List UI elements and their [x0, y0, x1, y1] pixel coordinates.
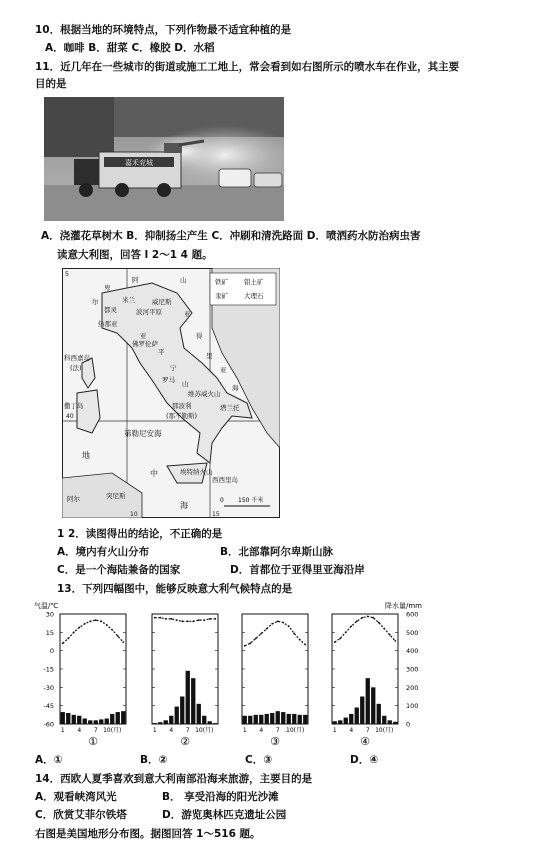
temperature-point: [209, 618, 211, 620]
q12-option-a: A．境内有火山分布: [57, 546, 150, 558]
temp-tick-label: 0: [49, 647, 54, 656]
precip-bar: [360, 697, 364, 725]
temperature-point: [159, 617, 161, 619]
precip-bar: [382, 716, 386, 724]
temperature-point: [260, 633, 262, 635]
temperature-point: [361, 617, 363, 619]
map-label-adriatic5: 海: [232, 384, 239, 392]
temperature-line: [63, 620, 124, 643]
month-tick-label: 4: [259, 727, 264, 734]
precip-bar: [349, 714, 353, 724]
legend-iron: 铁矿: [215, 278, 228, 286]
precip-bar: [338, 720, 342, 724]
temperature-point: [62, 642, 64, 644]
precip-bar: [344, 718, 348, 724]
month-tick-label: 1: [152, 727, 157, 734]
map-label-apennine1: 亚: [140, 332, 147, 340]
map-label-mediterranean2: 中: [150, 469, 158, 478]
temperature-line: [155, 618, 216, 622]
truck-text: 嘉禾兖城: [125, 159, 153, 167]
temperature-point: [304, 644, 306, 646]
temperature-point: [293, 633, 295, 635]
temperature-point: [67, 638, 69, 640]
temperature-point: [106, 624, 108, 626]
temperature-point: [277, 620, 279, 622]
precip-bar: [191, 678, 195, 724]
precip-bar: [371, 687, 375, 724]
precip-tick-label: 300: [406, 665, 419, 674]
map-label-florence: 佛罗伦萨: [132, 340, 158, 348]
q14-option-a: A．观看峡湾风光: [35, 791, 117, 803]
precip-bar: [303, 715, 307, 724]
map-label-vesuvius: 维苏威火山: [188, 390, 221, 398]
precip-bar: [72, 715, 76, 724]
temperature-point: [170, 618, 172, 620]
precip-bar: [208, 721, 212, 724]
map-label-adriatic2: 得: [196, 332, 203, 340]
temperature-point: [345, 631, 347, 633]
precip-bar: [333, 721, 337, 724]
temperature-point: [111, 629, 113, 631]
temperature-point: [122, 641, 124, 643]
climate-charts: [34, 600, 424, 750]
temperature-point: [100, 620, 102, 622]
precip-bar: [61, 712, 65, 724]
temperature-point: [244, 645, 246, 647]
q12-option-c: C．是一个海陆兼备的国家: [57, 564, 181, 576]
q13-option-c: C．③: [245, 754, 273, 766]
temperature-point: [89, 620, 91, 622]
q13-option-a: A．①: [35, 754, 63, 766]
precip-bar: [180, 697, 184, 725]
precip-bar: [287, 714, 291, 724]
month-tick-label: 7: [185, 727, 190, 734]
temperature-point: [176, 619, 178, 621]
legend-bauxite: 铝土矿: [244, 278, 264, 286]
month-tick-label: .10(月): [284, 727, 305, 734]
precip-bar: [197, 704, 201, 724]
temperature-point: [367, 616, 369, 618]
temperature-point: [249, 642, 251, 644]
q13-stem: 13．下列四幅图中，能够反映意大利气候特点的是: [57, 583, 293, 595]
q14-option-c: C．欣赏艾菲尔铁塔: [35, 809, 127, 821]
precip-bar: [259, 715, 263, 724]
map-label-tyrrhenian: 第勒尼安海: [124, 429, 162, 438]
month-tick-label: 4: [169, 727, 174, 734]
precip-bar: [248, 716, 252, 724]
map-intro: 读意大利图，回答 l 2～1 4 题。: [57, 249, 213, 261]
temp-tick-label: -15: [43, 665, 54, 674]
temperature-point: [350, 625, 352, 627]
precip-bar: [175, 707, 179, 724]
climate-panel-frame: [60, 614, 126, 724]
map-label-apennine2: 平: [158, 348, 165, 356]
precip-bar: [270, 713, 274, 724]
temperature-point: [95, 619, 97, 621]
outro-text: 右图是美国地形分布图。据图回答 1～516 题。: [35, 828, 261, 840]
map-label-milan: 米兰: [122, 296, 135, 304]
precip-bar: [116, 712, 120, 724]
panel-label: ④: [360, 735, 370, 748]
precip-bar: [393, 722, 397, 724]
temperature-point: [288, 625, 290, 627]
temperature-point: [154, 617, 156, 619]
temperature-point: [282, 622, 284, 624]
precip-bar: [164, 720, 168, 724]
temperature-point: [299, 639, 301, 641]
precip-bar: [158, 722, 162, 724]
temperature-point: [181, 620, 183, 622]
precip-bar: [265, 714, 269, 724]
map-label-sicily: 西西里岛: [212, 476, 238, 484]
temperature-point: [192, 620, 194, 622]
map-label-venice: 威尼斯: [152, 298, 172, 306]
precip-tick-label: 600: [406, 610, 419, 619]
temp-tick-label: -30: [43, 683, 54, 692]
map-label-turin: 都灵: [104, 306, 117, 314]
legend-marble: 大理石: [244, 292, 264, 300]
map-scale-zero: 0: [220, 497, 224, 504]
precip-bar: [292, 714, 296, 724]
precip-bar: [121, 711, 125, 724]
precip-tick-label: 200: [406, 683, 419, 692]
map-label-po-river: 波河平原: [136, 308, 162, 316]
precip-tick-label: 500: [406, 628, 419, 637]
map-label-mediterranean1: 地: [82, 451, 90, 460]
q12-option-d: D．首都位于亚得里亚海沿岸: [230, 564, 365, 576]
temperature-point: [165, 618, 167, 620]
month-tick-label: 7: [365, 727, 370, 734]
precip-bar: [243, 716, 247, 724]
map-label-alps3: 卑: [104, 284, 111, 292]
precip-bar: [169, 716, 173, 724]
q14-option-d: D．游览奥林匹克遗址公园: [162, 809, 287, 821]
q10-options: A．咖啡 B．甜菜 C．橡胶 D．水稻: [45, 42, 215, 54]
temperature-point: [117, 635, 119, 637]
q10-stem: 10．根据当地的环境特点，下列作物最不适宜种植的是: [35, 24, 292, 36]
panel-label: ①: [88, 735, 98, 748]
precip-bar: [105, 719, 109, 725]
temperature-point: [378, 622, 380, 624]
temperature-point: [84, 623, 86, 625]
map-label-apennine4: 山: [182, 380, 189, 388]
precip-axis-label: 降水量/mm: [385, 602, 422, 610]
precip-bar: [83, 719, 87, 725]
precip-bar: [202, 716, 206, 724]
precip-bar: [366, 678, 370, 724]
legend-mercury: 汞矿: [215, 292, 228, 300]
map-label-taranto: 塔兰托: [220, 404, 240, 412]
climate-panel-frame: [332, 614, 398, 724]
temperature-point: [214, 618, 216, 620]
map-label-adriatic4: 亚: [220, 366, 227, 374]
month-tick-label: 1: [242, 727, 247, 734]
precip-bar: [298, 715, 302, 724]
precip-bar: [377, 704, 381, 724]
map-scale-150: 150 千米: [238, 497, 264, 504]
map-label-alps2: 山: [180, 276, 187, 284]
map-label-adriatic1: 亚: [184, 310, 191, 318]
precip-bar: [153, 723, 157, 724]
temperature-point: [78, 627, 80, 629]
q11-stem-line1: 11．近几年在一些城市的街道或施工工地上，常会看到如右图所示的喷水车在作业，其主要: [35, 61, 460, 73]
month-tick-label: 10(月): [375, 727, 394, 734]
climate-panel-frame: [152, 614, 218, 724]
q12-stem: 1 2．读图得出的结论，不正确的是: [57, 528, 223, 540]
month-tick-label: 10(月): [195, 727, 214, 734]
temperature-point: [356, 620, 358, 622]
month-tick-label: 7: [275, 727, 280, 734]
precip-bar: [276, 711, 280, 724]
precip-bar: [66, 713, 70, 724]
precip-bar: [254, 715, 258, 724]
map-label-tunisia: 突尼斯: [106, 492, 126, 500]
map-label-alps4: 尔: [92, 298, 99, 306]
month-tick-label: 10(月): [103, 727, 122, 734]
temperature-point: [203, 619, 205, 621]
precip-bar: [281, 712, 285, 724]
map-label-alps1: 阿: [132, 276, 139, 284]
precip-bar: [99, 719, 103, 724]
temperature-line: [245, 621, 306, 645]
map-lat-40: 40: [66, 413, 74, 420]
temp-tick-label: 30: [45, 610, 54, 619]
temperature-point: [271, 623, 273, 625]
water-spray-truck-photo: [44, 97, 284, 221]
precip-bar: [88, 720, 92, 724]
temperature-point: [187, 620, 189, 622]
month-tick-label: 1: [332, 727, 337, 734]
temp-axis-label: 气温/℃: [34, 602, 59, 610]
q12-option-b: B．北部靠阿尔卑斯山脉: [220, 546, 334, 558]
precip-bar: [110, 714, 114, 724]
precip-bar: [77, 716, 81, 724]
temperature-point: [198, 619, 200, 621]
map-label-sardinia: 撒丁岛: [64, 402, 84, 410]
italy-map: [62, 268, 280, 518]
temp-tick-label: 15: [45, 628, 54, 637]
temperature-point: [372, 617, 374, 619]
map-label-adriatic3: 里: [206, 352, 213, 360]
month-tick-label: 7: [93, 727, 98, 734]
temp-tick-label: -60: [43, 720, 54, 729]
q14-option-b: B． 享受沿海的阳光沙滩: [162, 791, 279, 803]
map-label-rome: 罗马: [162, 376, 175, 384]
map-lon-15: 15: [212, 511, 220, 518]
temperature-point: [394, 640, 396, 642]
temperature-point: [389, 634, 391, 636]
temperature-point: [73, 631, 75, 633]
month-tick-label: 4: [349, 727, 354, 734]
panel-label: ③: [270, 735, 280, 748]
temp-tick-label: -45: [43, 702, 54, 711]
map-label-mediterranean3: 海: [180, 501, 188, 510]
precip-tick-label: 0: [406, 720, 411, 729]
precip-tick-label: 100: [406, 702, 419, 711]
q11-stem-line2: 目的是: [35, 78, 67, 90]
temperature-point: [266, 628, 268, 630]
panel-label: ②: [180, 735, 190, 748]
q14-stem: 14．西欧人夏季喜欢到意大利南部沿海来旅游，主要目的是: [35, 773, 313, 785]
temperature-point: [339, 638, 341, 640]
precip-bar: [213, 723, 217, 724]
precip-tick-label: 400: [406, 647, 419, 656]
q11-options: A．浇灌花草树木 B．抑制扬尘产生 C．冲刷和清洗路面 D．喷洒药水防治病虫害: [41, 230, 421, 242]
map-label-naples2: (那不勒斯): [166, 412, 198, 420]
q13-option-d: D．④: [350, 754, 379, 766]
map-label-algeria: 阿尔: [67, 495, 80, 503]
map-label-naples: 那波利: [172, 402, 192, 410]
month-tick-label: 1: [60, 727, 65, 734]
temperature-point: [383, 628, 385, 630]
precip-bar: [388, 720, 392, 724]
map-label-corsica: 科西嘉岛: [64, 354, 90, 362]
month-tick-label: 4: [77, 727, 82, 734]
map-lon-10: 10: [130, 511, 138, 518]
precip-bar: [186, 671, 190, 724]
map-label-genoa: 热那亚: [98, 320, 118, 328]
precip-bar: [94, 720, 98, 724]
precip-bar: [355, 708, 359, 725]
q13-option-b: B．②: [140, 754, 168, 766]
temperature-point: [255, 638, 257, 640]
map-label-corsica-fr: (法): [70, 364, 82, 372]
climate-panel-frame: [242, 614, 308, 724]
temperature-point: [334, 641, 336, 643]
temperature-line: [335, 616, 396, 642]
map-label-etna: 埃特纳火山: [180, 468, 213, 476]
map-label-apennine3: 宁: [170, 364, 177, 372]
map-lon-5: 5: [65, 271, 69, 278]
